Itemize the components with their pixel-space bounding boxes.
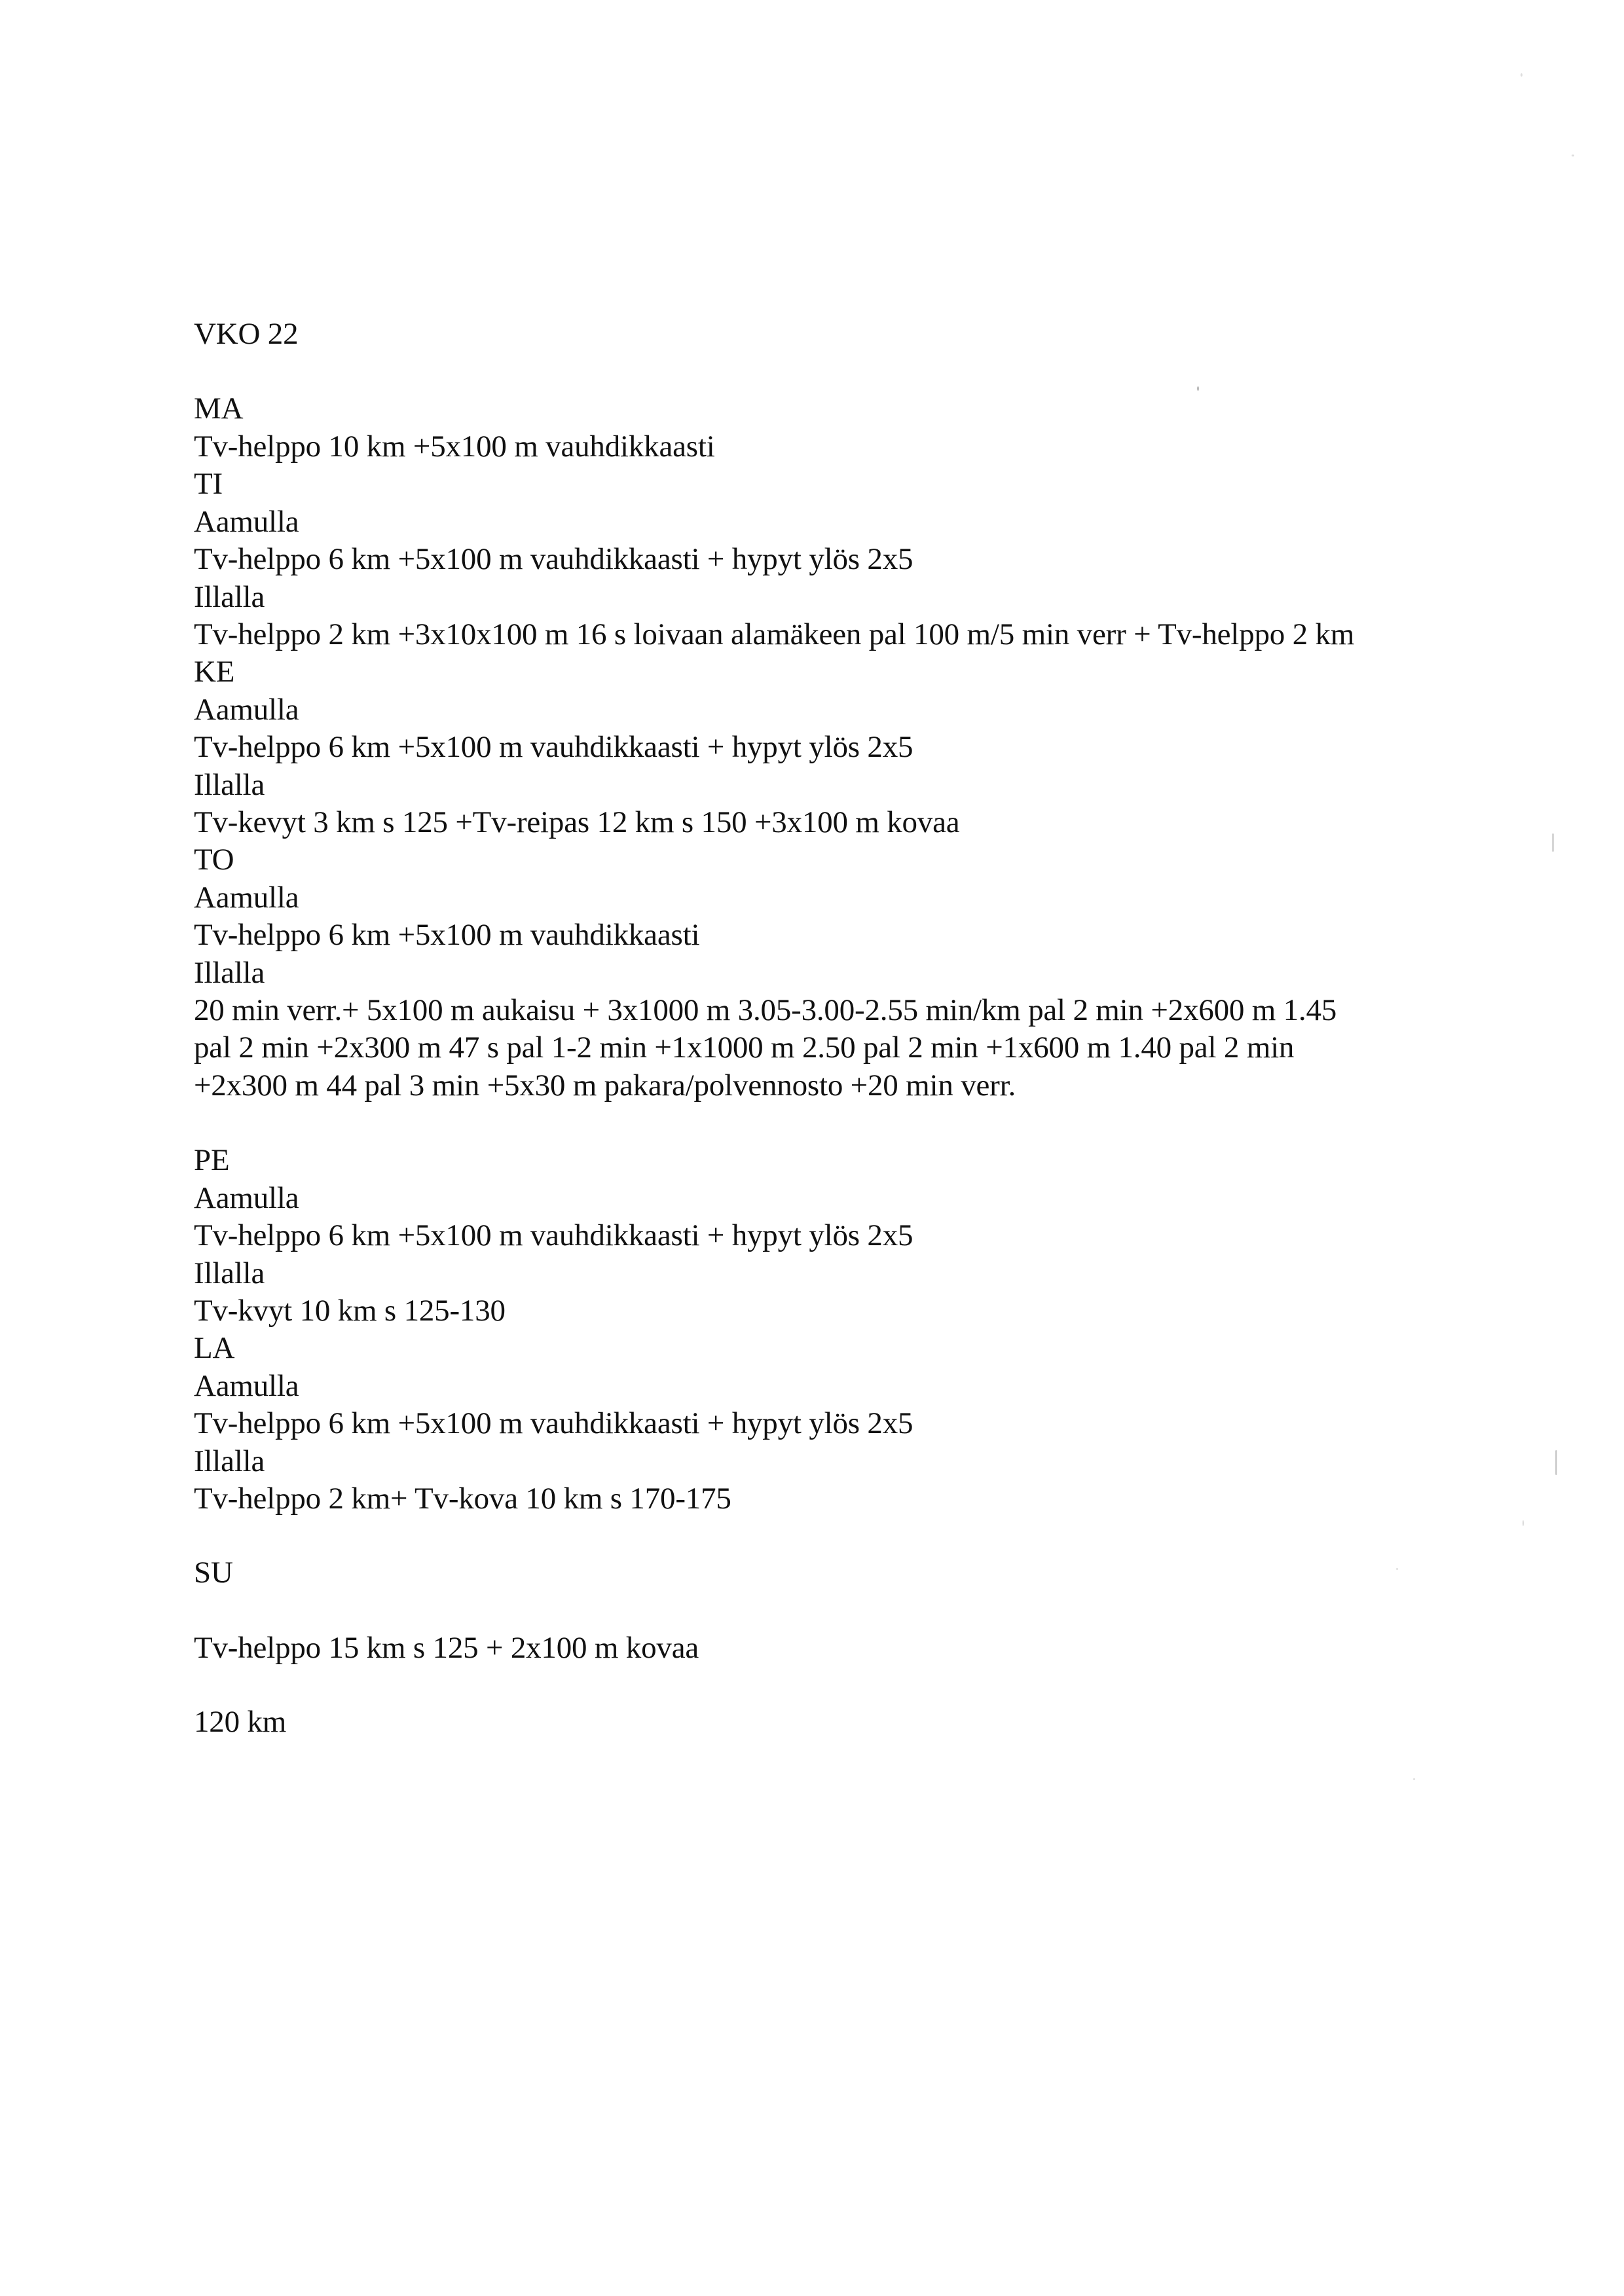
scan-speck [1555,1450,1557,1475]
scan-speck [1552,833,1554,852]
day-label-la: LA [194,1331,235,1365]
pe-evening-workout: Tv-kvyt 10 km s 125-130 [194,1294,506,1328]
day-label-pe: PE [194,1143,230,1177]
ke-morning-label: Aamulla [194,693,299,727]
pe-morning-workout: Tv-helppo 6 km +5x100 m vauhdikkaasti + hypyt ylös 2x5 [194,1218,913,1252]
la-evening-label: Illalla [194,1444,265,1478]
ti-evening-workout: Tv-helppo 2 km +3x10x100 m 16 s loivaan alamäkeen pal 100 m/5 min verr + Tv-helppo 2 km [194,617,1355,651]
week-title: VKO 22 [194,317,299,351]
to-evening-workout-line-1: 20 min verr.+ 5x100 m aukaisu + 3x1000 m 3.05-3.00-2.55 min/km pal 2 min +2x600 m 1.45 [194,993,1337,1027]
ti-morning-label: Aamulla [194,505,299,539]
scan-speck [1197,386,1199,391]
day-label-ti: TI [194,467,223,501]
scan-speck [1522,1520,1524,1526]
to-morning-workout: Tv-helppo 6 km +5x100 m vauhdikkaasti [194,918,700,952]
scan-speck [1572,155,1574,156]
to-evening-workout-line-3: +2x300 m 44 pal 3 min +5x30 m pakara/polvennosto +20 min verr. [194,1068,1016,1102]
ti-evening-label: Illalla [194,580,265,614]
scan-speck [1413,1778,1415,1780]
ti-morning-workout: Tv-helppo 6 km +5x100 m vauhdikkaasti + hypyt ylös 2x5 [194,542,913,576]
day-label-ke: KE [194,655,235,689]
ke-evening-label: Illalla [194,768,265,802]
ke-evening-workout: Tv-kevyt 3 km s 125 +Tv-reipas 12 km s 150 +3x100 m kovaa [194,805,960,839]
scan-speck [1396,1568,1398,1570]
to-morning-label: Aamulla [194,881,299,915]
to-evening-workout-line-2: pal 2 min +2x300 m 47 s pal 1-2 min +1x1000 m 2.50 pal 2 min +1x600 m 1.40 pal 2 min [194,1030,1295,1065]
pe-morning-label: Aamulla [194,1181,299,1215]
pe-evening-label: Illalla [194,1256,265,1290]
ke-morning-workout: Tv-helppo 6 km +5x100 m vauhdikkaasti + hypyt ylös 2x5 [194,730,913,764]
scan-speck [1521,73,1522,77]
day-label-su: SU [194,1556,233,1590]
day-label-to: TO [194,843,234,877]
la-morning-label: Aamulla [194,1369,299,1403]
day-label-ma: MA [194,392,244,426]
total-distance: 120 km [194,1705,287,1739]
la-morning-workout: Tv-helppo 6 km +5x100 m vauhdikkaasti + hypyt ylös 2x5 [194,1406,913,1440]
la-evening-workout: Tv-helppo 2 km+ Tv-kova 10 km s 170-175 [194,1482,731,1516]
ma-workout: Tv-helppo 10 km +5x100 m vauhdikkaasti [194,429,715,464]
su-workout: Tv-helppo 15 km s 125 + 2x100 m kovaa [194,1631,699,1665]
to-evening-label: Illalla [194,956,265,990]
